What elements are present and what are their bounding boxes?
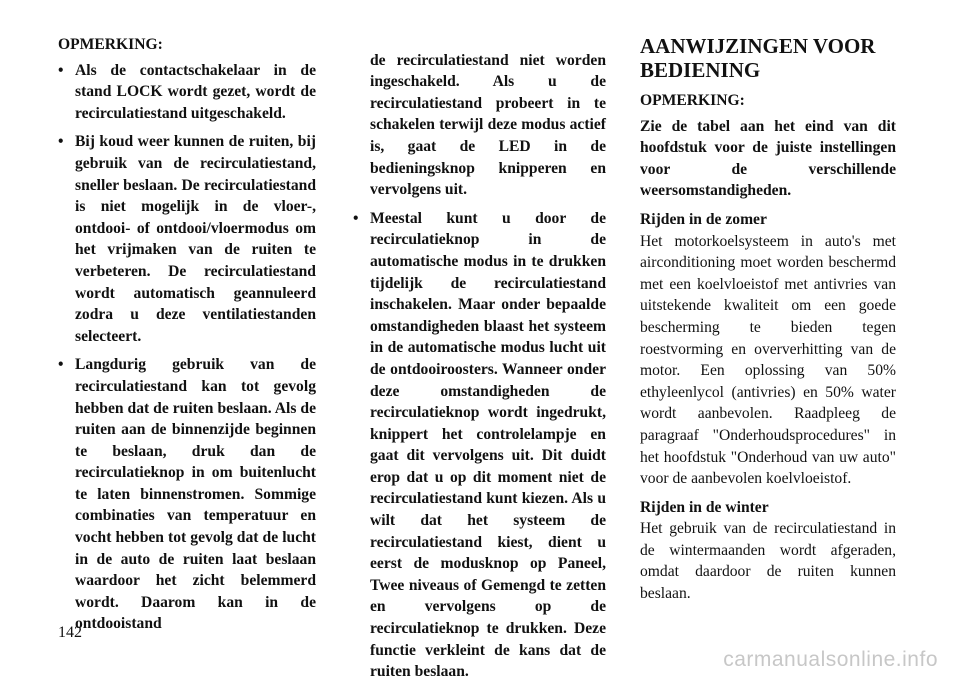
bullet-icon: • [58, 61, 64, 79]
list-item [58, 354, 316, 635]
page-number: 142 [58, 624, 82, 641]
list-item [58, 60, 316, 125]
bullet-text: Meestal kunt u door de recirculatieknop in de automatische modus in te drukken tijdelijk de recirculatiestand inschakelen. Maar onder bepaalde omstandigheden blaast het systeem in de automatische modus lucht uit de ontdooiroosters. Wanneer onder deze omstandigheden de recirculatieknop wordt ingedrukt, knippert het controlelampje en gaat dit vervolgens uit. Dit duidt erop dat u op dit moment niet de recirculatiestand kunt kiezen. Als u wilt dat het systeem de recirculatiestand kiest, dient u eerst de modusknop op Paneel, Twee niveaus of Gemengd te zetten en vervolgens op de recirculatieknop te drukken. Deze functie verkleint de kans dat de ruiten beslaan. [370, 209, 606, 681]
section-heading: AANWIJZINGEN VOOR BEDIENING [640, 34, 876, 82]
bullet-icon: • [58, 356, 64, 374]
left-column [58, 34, 316, 642]
bullet-icon: • [353, 209, 359, 227]
note-label: OPMERKING: [58, 36, 163, 53]
bullet-text: Als de contactschakelaar in de stand LOCK wordt gezet, wordt de recirculatiestand uitgeschakeld. [75, 61, 316, 122]
middle-column [353, 34, 606, 690]
list-item [353, 208, 606, 683]
summer-paragraph: Het motorkoelsysteem in auto's met airconditioning moet worden beschermd met een koelvloeistof met antivries van uitstekende kwaliteit om een goede bescherming te bieden tegen roestvorming en oververhitting van de motor. Een oplossing van 50% ethyleenlycol (antivries) en 50% water wordt aanbevolen. Raadpleeg de paragraaf "Onderhoudsprocedures" in het hoofdstuk "Onderhoud van uw auto" voor de aanbevolen koelvloeistof. [640, 232, 896, 488]
bullet-list [58, 60, 316, 635]
winter-paragraph: Het gebruik van de recirculatiestand in de wintermaanden wordt afgeraden, omdat daardoor de ruiten kunnen beslaan. [640, 520, 896, 603]
bullet-list [353, 208, 606, 683]
bullet-text: Bij koud weer kunnen de ruiten, bij gebruik van de recirculatiestand, sneller beslaan. De recirculatiestand is niet mogelijk in de vloer-, ontdooi- of ontdooi/vloermodus om het vrijmaken van de ruiten te verbeteren. De recirculatiestand wordt automatisch geannuleerd zodra u deze ventilatiestanden selecteert. [75, 133, 316, 345]
note-text: Zie de tabel aan het eind van dit hoofdstuk voor de juiste instellingen voor de verschillende weersomstandigheden. [640, 117, 896, 200]
winter-subheading: Rijden in de winter [640, 498, 769, 516]
summer-subheading: Rijden in de zomer [640, 210, 767, 228]
bullet-continuation: de recirculatiestand niet worden ingeschakeld. Als u de recirculatiestand probeert in te schakelen terwijl deze modus actief is, gaat de LED in de bedieningsknop knipperen en vervolgens uit. [370, 51, 606, 199]
bullet-icon: • [58, 133, 64, 151]
note-label: OPMERKING: [640, 92, 745, 109]
list-item [58, 131, 316, 347]
bullet-text: Langdurig gebruik van de recirculatiestand kan tot gevolg hebben dat de ruiten beslaan. Als de ruiten aan de binnenzijde beginnen te beslaan, druk dan de recirculatieknop in om buitenlucht te laten binnenstromen. Sommige combinaties van temperatuur en vocht hebben tot gevolg dat de lucht in de auto de ruiten laat beslaan waardoor het zicht belemmerd wordt. Daarom kan in de ontdooistand [75, 356, 316, 633]
right-column [640, 34, 896, 612]
watermark: carmanualsonline.info [723, 648, 938, 671]
